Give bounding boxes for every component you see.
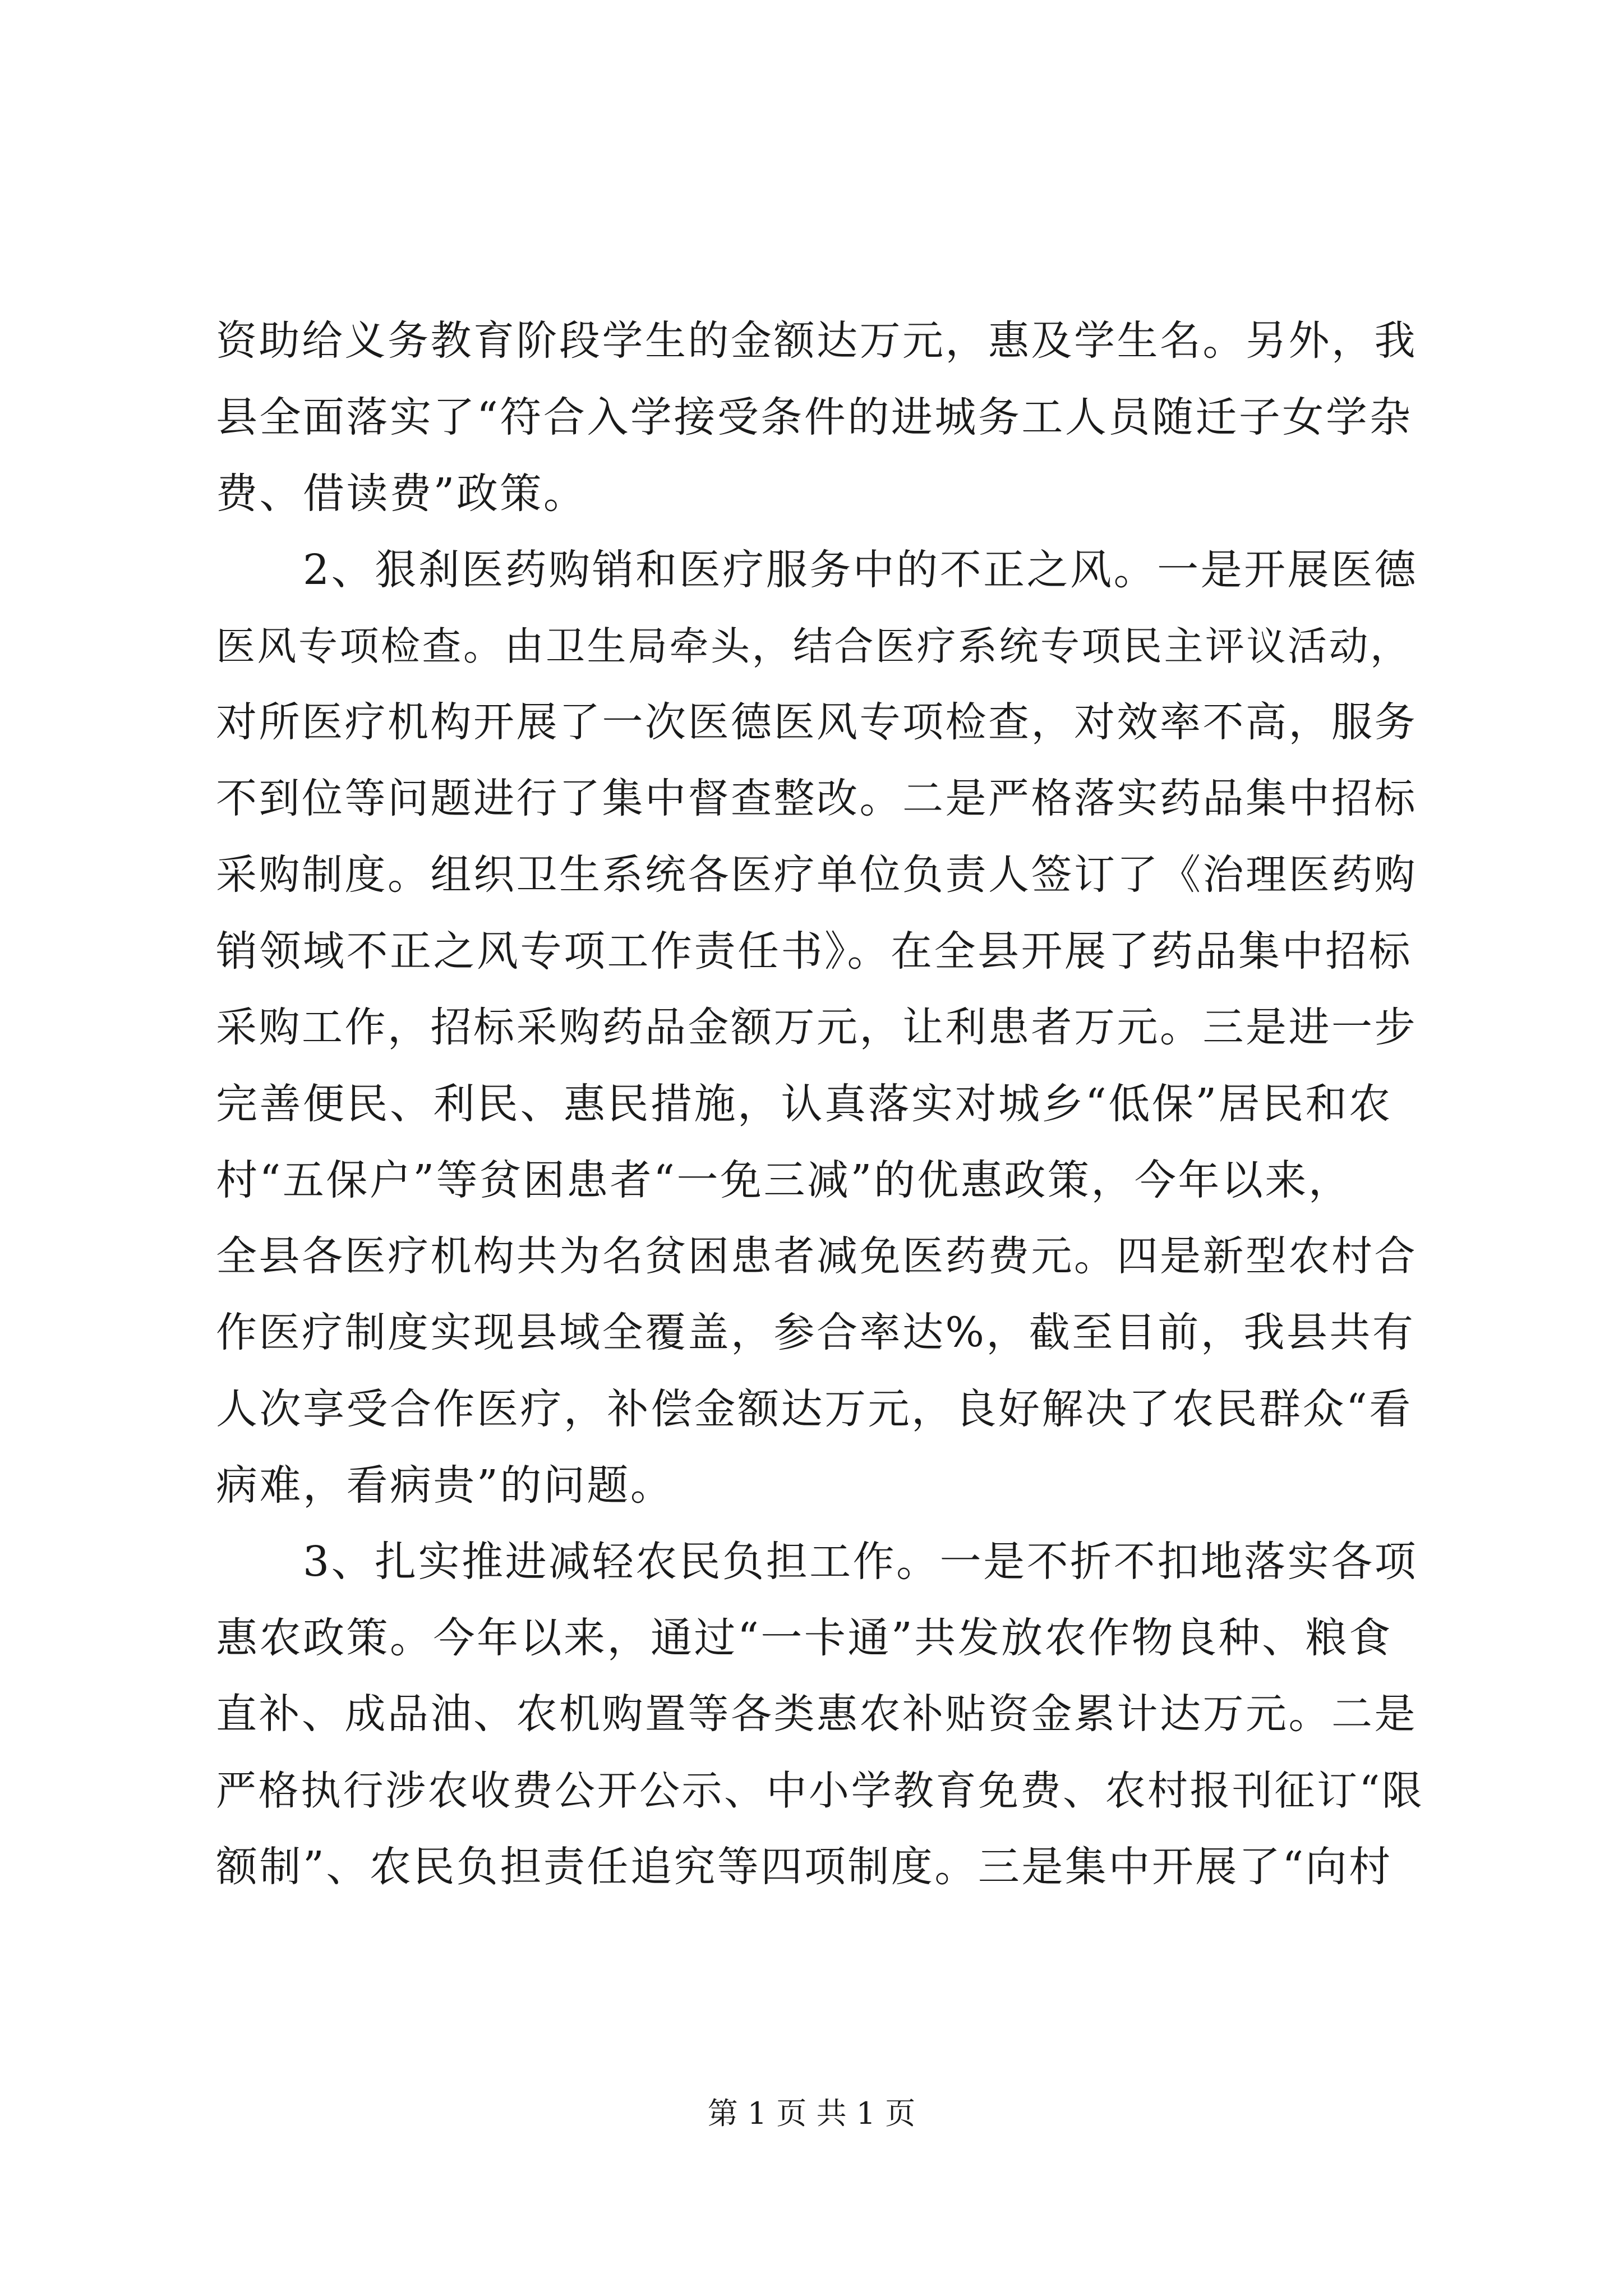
text-line: 资助给义务教育阶段学生的金额达万元，惠及学生名。另外，我 — [216, 317, 1417, 365]
text-line: 惠农政策。今年以来，通过“一卡通”共发放农作物良种、粮食 — [216, 1614, 1393, 1662]
text-line: 采购工作，招标采购药品金额万元，让利患者万元。三是进一步 — [216, 1004, 1417, 1051]
text-line: 对所医疗机构开展了一次医德医风专项检查，对效率不高，服务 — [216, 698, 1417, 746]
text-line: 村“五保户”等贫困患者“一免三减”的优惠政策，今年以来， — [216, 1156, 1352, 1204]
text-line: 完善便民、利民、惠民措施，认真落实对城乡“低保”居民和农 — [216, 1080, 1393, 1128]
text-line: 病难，看病贵”的问题。 — [216, 1461, 674, 1510]
text-line: 直补、成品油、农机购置等各类惠农补贴资金累计达万元。二是 — [216, 1690, 1417, 1738]
text-line: 县全面落实了“符合入学接受条件的进城务工人员随迁子女学杂 — [216, 393, 1413, 441]
text-line: 采购制度。组织卫生系统各医疗单位负责人签订了《治理医药购 — [216, 851, 1417, 899]
text-line: 销领域不正之风专项工作责任书》。在全县开展了药品集中招标 — [216, 927, 1412, 976]
text-line: 医风专项检查。由卫生局牵头，结合医疗系统专项民主评议活动， — [216, 623, 1412, 669]
text-line: 费、借读费”政策。 — [216, 470, 587, 518]
text-line: 不到位等问题进行了集中督查整改。二是严格落实药品集中招标 — [216, 775, 1417, 822]
page-footer: 第 1 页 共 1 页 — [707, 2096, 916, 2131]
text-line: 人次享受合作医疗，补偿金额达万元，良好解决了农民群众“看 — [216, 1385, 1413, 1433]
text-line: 2、狠刹医药购销和医疗服务中的不正之风。一是开展医德 — [216, 546, 1418, 594]
text-line: 全县各医疗机构共为名贫困患者减免医药费元。四是新型农村合 — [216, 1232, 1417, 1280]
text-line: 额制”、农民负担责任追究等四项制度。三是集中开展了“向村 — [216, 1843, 1393, 1891]
text-line: 作医疗制度实现县域全覆盖，参合率达%，截至目前，我县共有 — [216, 1309, 1415, 1356]
text-line: 3、扎实推进减轻农民负担工作。一是不折不扣地落实各项 — [216, 1538, 1418, 1586]
text-line: 严格执行涉农收费公开公示、中小学教育免费、农村报刊征订“限 — [216, 1767, 1424, 1814]
